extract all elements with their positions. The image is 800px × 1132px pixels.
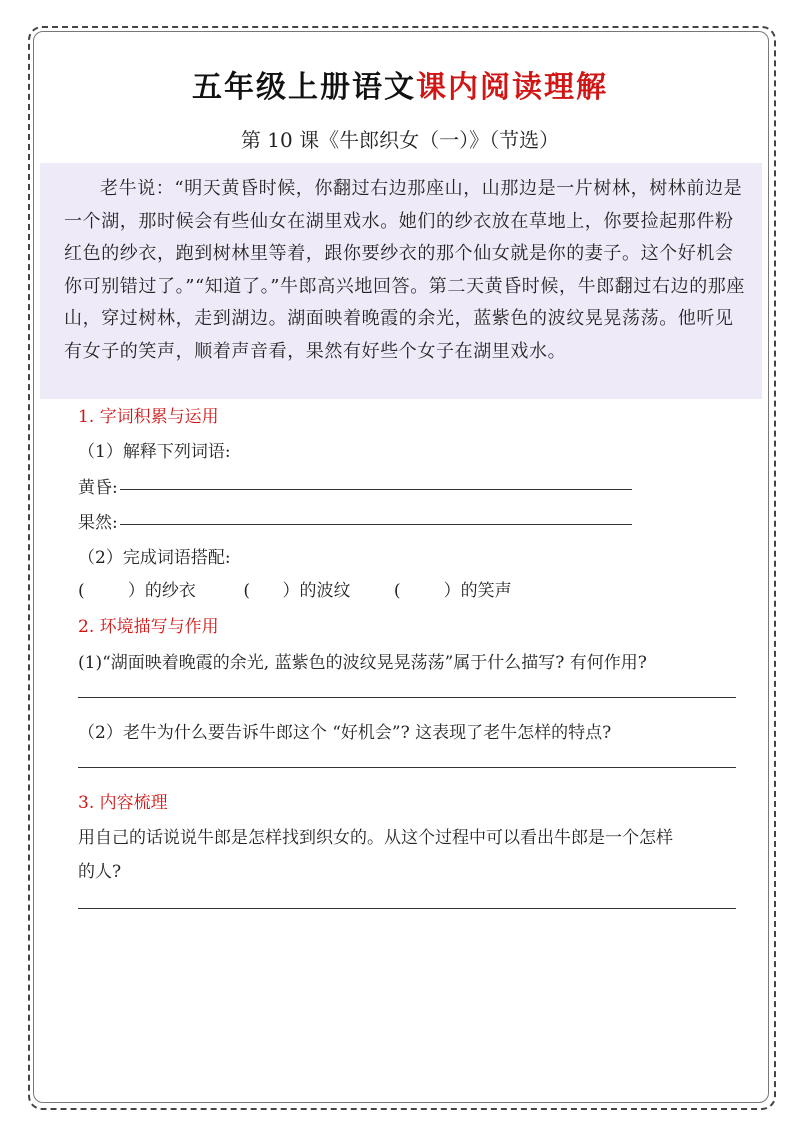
match-blank-xiaosheng[interactable]: ( ）的笑声 (393, 581, 512, 601)
match-blank-bowen[interactable]: ( ）的波纹 (243, 581, 351, 601)
word-label-guoran: 果然: (78, 513, 118, 533)
lesson-subtitle: 第 10 课《牛郎织女（一）》（节选） (240, 128, 560, 152)
word-label-huanghun: 黄昏: (78, 478, 118, 498)
section-3-heading: 3. 内容梳理 (78, 793, 168, 813)
section-1-heading: 1. 字词积累与运用 (78, 407, 219, 427)
word-match-row (78, 576, 544, 601)
section-3-question-line-1: 用自己的话说说牛郎是怎样找到织女的。从这个过程中可以看出牛郎是一个怎样 (78, 828, 673, 848)
page-title (0, 62, 800, 106)
section-2-question-2: （2）老牛为什么要告诉牛郎这个 “好机会”? 这表现了老牛怎样的特点? (78, 723, 612, 743)
section-2-heading: 2. 环境描写与作用 (78, 617, 219, 637)
section-3-question-line-2: 的人? (78, 862, 122, 882)
section-1-question-2: （2）完成词语搭配: (78, 548, 231, 568)
answer-line-s2-q1[interactable] (78, 697, 736, 698)
title-red-part: 课内阅读理解 (416, 70, 608, 105)
answer-line-guoran[interactable] (120, 524, 632, 525)
answer-line-s2-q2[interactable] (78, 767, 736, 768)
reading-passage: 老牛说：“明天黄昏时候，你翻过右边那座山，山那边是一片树林，树林前边是一个湖，那时候会有些仙女在湖里戏水。她们的纱衣放在草地上，你要捡起那件粉红色的纱衣，跑到树林里等着，跟你要纱衣的那个仙女就是你的妻子。这个好机会你可别错过了。”“知道了。”牛郎高兴地回答。第二天黄昏时候，牛郎翻过右边的那座山，穿过树林，走到湖边。湖面映着晚霞的余光，蓝紫色的波纹晃晃荡荡。他听见有女子的笑声，顺着声音看，果然有好些个女子在湖里戏水。 (40, 163, 762, 399)
answer-line-s3[interactable] (78, 908, 736, 909)
match-blank-shayi[interactable]: ( ）的纱衣 (78, 581, 196, 601)
section-2-question-1: (1)“湖面映着晚霞的余光, 蓝紫色的波纹晃晃荡荡”属于什么描写? 有何作用? (78, 653, 647, 673)
section-1-question-1: （1）解释下列词语: (78, 442, 231, 462)
answer-line-huanghun[interactable] (120, 489, 632, 490)
title-black-part: 五年级上册语文 (192, 70, 416, 105)
